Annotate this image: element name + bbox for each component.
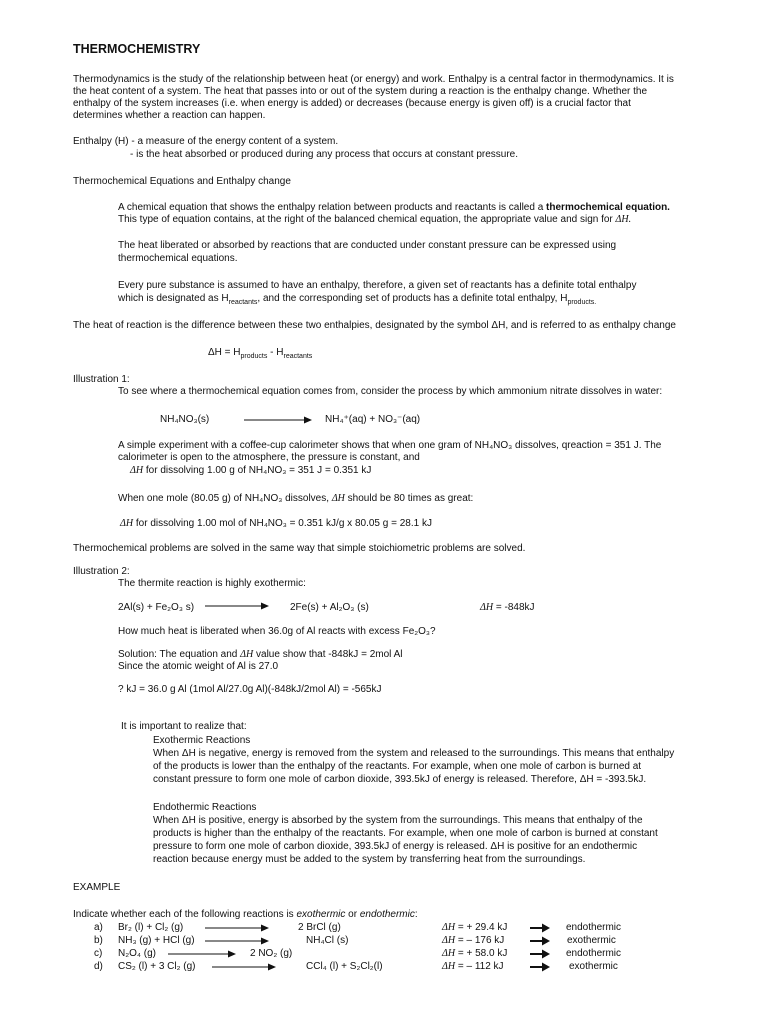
paragraph-line: When ΔH is negative, energy is removed from the system and released to the surroundings. This means that enthalpy — [153, 748, 675, 759]
row-reactants: Br₂ (l) + Cl₂ (g) — [118, 922, 184, 933]
reaction-arrow-icon — [205, 935, 269, 947]
paragraph-line: A chemical equation that shows the enthalpy relation between products and reactants is called a thermochemical equation. — [118, 202, 670, 213]
subheading: Endothermic Reactions — [153, 802, 257, 813]
row-enthalpy: ΔH = + 58.0 kJ — [442, 948, 508, 959]
bold-arrow-icon — [530, 935, 550, 947]
bold-arrow-icon — [530, 922, 550, 934]
row-letter: a) — [94, 922, 103, 933]
row-result: exothermic — [567, 935, 616, 946]
reaction-arrow-icon — [205, 922, 269, 934]
row-products: NH₄Cl (s) — [306, 935, 349, 946]
section-heading: Thermochemical Equations and Enthalpy change — [73, 176, 291, 187]
intro-line: determines whether a reaction can happen. — [73, 110, 266, 121]
paragraph-line: of the products is lower than the enthalpy of the reactants. For example, when one mole of carbon is burned at — [153, 761, 642, 772]
paragraph-line: The heat liberated or absorbed by reactions that are conducted under constant pressure can be expressed using — [118, 240, 617, 251]
intro-line: the heat content of a system. The heat that passes into or out of the system during a reaction is the enthalpy change. Whether the — [73, 86, 648, 97]
row-enthalpy: ΔH = – 176 kJ — [442, 935, 505, 946]
delta-h-symbol: ΔH — [120, 518, 134, 529]
delta-h-symbol: ΔH — [442, 948, 456, 959]
enthalpy-equation: $\Delta H = H_{products} - H_{reactants}$ — [208, 347, 313, 360]
example-prompt: Indicate whether each of the following reactions is exothermic or endothermic: — [73, 909, 418, 920]
calculation-line: ? kJ = 36.0 g Al (1mol Al/27.0g Al)(-848kJ/2mol Al) = -565kJ — [118, 684, 382, 695]
reaction-arrow-icon — [212, 961, 276, 973]
intro-line: enthalpy of the system increases (i.e. when energy is added) or decreases (because energy is given off) is a crucial factor that — [73, 98, 631, 109]
delta-h-symbol: ΔH — [480, 602, 494, 613]
delta-h-symbol: ΔH — [442, 922, 456, 933]
reaction-arrow-icon — [244, 414, 312, 426]
paragraph-line: When one mole (80.05 g) of NH₄NO₃ dissolves, ΔH should be 80 times as great: — [118, 493, 474, 504]
enthalpy-definition: - is the heat absorbed or produced during any process that occurs at constant pressure. — [130, 149, 518, 160]
paragraph-line: A simple experiment with a coffee-cup calorimeter shows that when one gram of NH₄NO₃ dissolves, qreaction = 351 J. The — [118, 440, 662, 451]
row-enthalpy: ΔH = – 112 kJ — [442, 961, 504, 972]
paragraph-line: This type of equation contains, at the right of the balanced chemical equation, the appropriate value and sign for ΔH. — [118, 214, 632, 225]
row-letter: b) — [94, 935, 103, 946]
paragraph-line: thermochemical equations. — [118, 253, 238, 264]
row-result: exothermic — [569, 961, 618, 972]
paragraph-line: which is designated as $H_{reactants}$, and the corresponding set of products has a definite total enthalpy, $H_{products.}$ — [118, 293, 597, 306]
enthalpy-value: ΔH = -848kJ — [480, 602, 535, 613]
bold-term: thermochemical equation. — [546, 202, 670, 213]
delta-h-symbol: ΔH — [130, 465, 144, 476]
illustration-label: Illustration 1: — [73, 374, 130, 385]
paragraph-line: When ΔH is positive, energy is absorbed by the system from the surroundings. This means that enthalpy of the — [153, 815, 643, 826]
row-products: CCl₄ (l) + S₂Cl₂(l) — [306, 961, 383, 972]
paragraph-line: Solution: The equation and ΔH value show that -848kJ = 2mol Al — [118, 649, 403, 660]
intro-line: Thermodynamics is the study of the relationship between heat (or energy) and work. Enthalpy is a central factor in thermodynamics. It is — [73, 74, 674, 85]
example-heading: EXAMPLE — [73, 882, 121, 893]
paragraph-line: calorimeter is open to the atmosphere, the pressure is constant, and — [118, 452, 420, 463]
enthalpy-definition: Enthalpy (H) - a measure of the energy content of a system. — [73, 136, 339, 147]
delta-h-symbol: ΔH — [442, 961, 456, 972]
row-letter: c) — [94, 948, 103, 959]
row-reactants: NH₃ (g) + HCl (g) — [118, 935, 195, 946]
paragraph-line: pressure to form one mole of carbon dioxide, 393.5kJ of energy is released. ΔH is positive for an endothermic — [153, 841, 638, 852]
page-title: THERMOCHEMISTRY — [73, 42, 201, 56]
equation-product: NH₄⁺(aq) + NO₃⁻(aq) — [325, 414, 421, 425]
equation-reactant: NH₄NO₃(s) — [160, 414, 210, 425]
reaction-arrow-icon — [205, 600, 269, 612]
illustration-label: Illustration 2: — [73, 566, 130, 577]
row-letter: d) — [94, 961, 103, 972]
row-products: 2 NO₂ (g) — [250, 948, 293, 959]
paragraph-line: The thermite reaction is highly exothermic: — [118, 578, 306, 589]
equation-reactant: 2Al(s) + Fe₂O₃ s) — [118, 602, 195, 613]
bold-arrow-icon — [530, 961, 550, 973]
delta-h-symbol: ΔH. — [615, 214, 632, 225]
row-result: endothermic — [566, 948, 622, 959]
paragraph-line: constant pressure to form one mole of carbon dioxide, 393.5kJ of energy is released. Therefore, ΔH = -393.5kJ. — [153, 774, 647, 785]
paragraph-line: reaction because energy must be added to the system by transferring heat from the surroundings. — [153, 854, 586, 865]
paragraph-line: ΔH for dissolving 1.00 g of NH₄NO₃ = 351 J = 0.351 kJ — [130, 465, 372, 476]
equation-product: 2Fe(s) + Al₂O₃ (s) — [290, 602, 369, 613]
subheading: Exothermic Reactions — [153, 735, 251, 746]
row-result: endothermic — [566, 922, 622, 933]
paragraph-line: ΔH for dissolving 1.00 mol of NH₄NO₃ = 0.351 kJ/g x 80.05 g = 28.1 kJ — [120, 518, 432, 529]
paragraph-line: Since the atomic weight of Al is 27.0 — [118, 661, 279, 672]
paragraph-line: How much heat is liberated when 36.0g of Al reacts with excess Fe₂O₃? — [118, 626, 436, 637]
paragraph-line: Every pure substance is assumed to have an enthalpy, therefore, a given set of reactants has a definite total enthalpy — [118, 280, 637, 291]
delta-h-symbol: ΔH — [331, 493, 345, 504]
delta-h-symbol: ΔH — [442, 935, 456, 946]
row-products: 2 BrCl (g) — [298, 922, 341, 933]
paragraph-line: Thermochemical problems are solved in the same way that simple stoichiometric problems are solved. — [73, 543, 526, 554]
paragraph-line: To see where a thermochemical equation comes from, consider the process by which ammonium nitrate dissolves in water: — [118, 386, 663, 397]
row-reactants: CS₂ (l) + 3 Cl₂ (g) — [118, 961, 196, 972]
row-reactants: N₂O₄ (g) — [118, 948, 156, 959]
row-enthalpy: ΔH = + 29.4 kJ — [442, 922, 508, 933]
paragraph-line: products is higher than the enthalpy of the reactants. For example, when one mole of carbon is burned at constant — [153, 828, 658, 839]
reaction-arrow-icon — [168, 948, 236, 960]
paragraph-line: It is important to realize that: — [121, 721, 247, 732]
delta-h-symbol: ΔH — [240, 649, 254, 660]
bold-arrow-icon — [530, 948, 550, 960]
paragraph-line: The heat of reaction is the difference between these two enthalpies, designated by the symbol ΔH, and is referred to as enthalpy change — [73, 320, 676, 331]
